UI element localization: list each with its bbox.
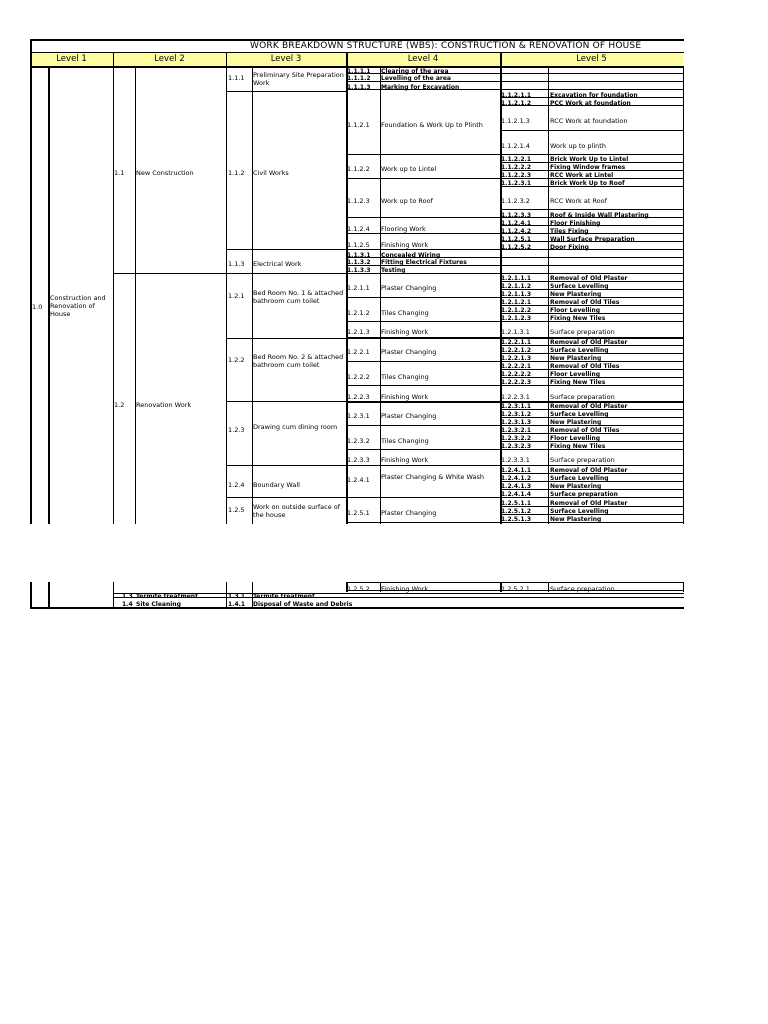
level5-label: Door Fixing	[550, 244, 589, 251]
grid-hline	[30, 39, 684, 41]
level4-label: Foundation & Work Up to Plinth	[381, 121, 483, 129]
level3-code: 1.2.1	[228, 292, 245, 300]
level5-code: 1.2.5.2.1	[501, 585, 530, 593]
level5-code: 1.1.2.5.2	[501, 244, 531, 251]
level5-code: 1.2.1.3.1	[501, 328, 530, 336]
level4-label: Plaster Changing & White Wash	[381, 473, 484, 481]
level5-code: 1.2.1.2.1	[501, 299, 531, 306]
level5-label: RCC Work at Roof	[550, 197, 607, 205]
level4-code: 1.2.3.2	[347, 437, 370, 445]
level3-label: Work on outside surface of the house	[253, 503, 341, 519]
level5-code: 1.2.3.1.1	[501, 403, 531, 410]
level3-label: Drawing cum dining room	[253, 423, 338, 431]
level5-code: 1.2.1.1.3	[501, 291, 531, 298]
level4-label: Testing	[381, 267, 406, 274]
level3-label: Preliminary Site Preparation Work	[253, 71, 344, 87]
level4-label: Tiles Changing	[381, 373, 429, 381]
level1-label: Construction and Renovation of House	[50, 294, 106, 318]
level3-label: Termite treatment	[253, 593, 315, 600]
level5-code: 1.2.3.2.1	[501, 427, 531, 434]
level3-code: 1.2.3	[228, 426, 245, 434]
level2-code: 1.1	[114, 169, 125, 177]
level4-label: Work up to Roof	[381, 197, 433, 205]
grid-vline	[548, 66, 549, 524]
level5-label: Roof & Inside Wall Plastering	[550, 212, 649, 219]
level4-code: 1.1.2.3	[347, 197, 370, 205]
level5-label: New Plastering	[550, 419, 602, 426]
level4-code: 1.1.1.3	[347, 84, 371, 91]
level4-label: Tiles Changing	[381, 309, 429, 317]
grid-hline	[113, 593, 684, 594]
level5-code: 1.2.2.1.3	[501, 355, 531, 362]
grid-hline	[500, 209, 684, 210]
level1-code: 1.0	[32, 303, 43, 311]
level2-code: 1.3	[122, 593, 133, 600]
level4-code: 1.2.1.1	[347, 284, 370, 292]
grid-vline	[30, 582, 32, 609]
level5-label: Excavation for foundation	[550, 92, 638, 99]
level4-label: Finishing Work	[381, 456, 429, 464]
grid-vline	[135, 66, 136, 524]
level2-label: Site Cleaning	[136, 601, 181, 608]
level4-code: 1.2.4.1	[347, 476, 370, 484]
level5-label: Removal of Old Plaster	[550, 500, 628, 507]
level5-code: 1.2.3.1.3	[501, 419, 531, 426]
level5-code: 1.1.2.3.1	[501, 180, 531, 187]
level4-code: 1.2.2.3	[347, 393, 370, 401]
level5-label: Tiles Fixing	[550, 228, 589, 235]
level5-code: 1.2.4.1.4	[501, 491, 531, 498]
level5-code: 1.2.1.2.3	[501, 315, 531, 322]
grid-hline	[346, 582, 684, 583]
level5-label: Fixing New Tiles	[550, 443, 606, 450]
level5-code: 1.2.3.3.1	[501, 456, 530, 464]
level5-label: Surface Levelling	[550, 283, 609, 290]
level5-label: PCC Work at foundation	[550, 100, 631, 107]
level5-label: Fixing New Tiles	[550, 379, 606, 386]
level5-label: New Plastering	[550, 516, 602, 523]
level5-code: 1.1.2.2.2	[501, 164, 531, 171]
level5-label: Removal of Old Plaster	[550, 275, 628, 282]
level4-code: 1.1.2.5	[347, 241, 370, 249]
level2-code: 1.2	[114, 401, 125, 409]
level5-label: Removal of Old Plaster	[550, 467, 628, 474]
level4-code: 1.2.1.3	[347, 328, 370, 336]
level5-code: 1.2.2.2.3	[501, 379, 531, 386]
level4-code: 1.2.5.2	[347, 585, 370, 593]
level4-code: 1.1.3.1	[347, 252, 371, 259]
level5-code: 1.2.2.1.2	[501, 347, 531, 354]
level5-label: Surface Levelling	[550, 347, 609, 354]
level5-code: 1.1.2.1.1	[501, 92, 531, 99]
level5-label: Floor Finishing	[550, 220, 601, 227]
grid-hline	[226, 91, 346, 92]
level5-code: 1.2.2.2.2	[501, 371, 531, 378]
level5-label: Surface Levelling	[550, 508, 609, 515]
level5-code: 1.1.2.4.2	[501, 228, 531, 235]
level4-label: Finishing Work	[381, 393, 429, 401]
level5-label: Surface preparation	[550, 393, 615, 401]
level5-code: 1.2.2.3.1	[501, 393, 530, 401]
level5-code: 1.2.3.2.3	[501, 443, 531, 450]
level3-label: Disposal of Waste and Debris	[253, 601, 353, 608]
level5-code: 1.2.1.1.1	[501, 275, 531, 282]
level3-label: Boundary Wall	[253, 481, 300, 489]
level5-label: Floor Levelling	[550, 435, 601, 442]
level4-label: Clearing of the area	[381, 68, 449, 75]
level4-label: Finishing Work	[381, 328, 429, 336]
level4-code: 1.2.2.2	[347, 373, 370, 381]
level5-label: RCC Work at Lintel	[550, 172, 614, 179]
header-level-4: Level 4	[407, 54, 439, 64]
level5-code: 1.1.2.2.1	[501, 156, 531, 163]
level3-code: 1.2.2	[228, 356, 245, 364]
level3-label: Bed Room No. 2 & attached bathroom cum toilet	[253, 353, 344, 369]
header-level-3: Level 3	[270, 54, 302, 64]
level2-code: 1.4	[122, 601, 133, 608]
level5-label: Surface Levelling	[550, 475, 609, 482]
grid-vline	[226, 582, 227, 609]
level4-label: Levelling of the area	[381, 75, 451, 82]
grid-vline	[113, 582, 114, 609]
level3-label: Bed Room No. 1 & attached bathroom cum toilet	[253, 289, 344, 305]
level4-label: Plaster Changing	[381, 509, 437, 517]
grid-hline	[30, 52, 684, 53]
grid-hline	[226, 249, 684, 250]
level4-code: 1.2.3.3	[347, 456, 370, 464]
level3-code: 1.4.1	[228, 601, 246, 608]
level4-code: 1.2.2.1	[347, 348, 370, 356]
level4-label: Marking for Excavation	[381, 84, 460, 91]
level4-label: Fitting Electrical Fixtures	[381, 259, 467, 266]
grid-vline	[30, 39, 32, 524]
level5-code: 1.2.2.2.1	[501, 363, 531, 370]
level5-label: Brick Work Up to Roof	[550, 180, 625, 187]
level4-code: 1.1.1.2	[347, 75, 371, 82]
grid-hline	[226, 465, 684, 466]
level4-label: Plaster Changing	[381, 348, 437, 356]
grid-vline	[48, 582, 50, 609]
level5-label: Surface preparation	[550, 491, 618, 498]
level5-code: 1.1.2.1.4	[501, 142, 530, 150]
level5-label: New Plastering	[550, 355, 602, 362]
level5-label: New Plastering	[550, 483, 602, 490]
level4-label: Plaster Changing	[381, 284, 437, 292]
grid-hline	[113, 597, 684, 598]
level4-code: 1.1.2.2	[347, 165, 370, 173]
level5-label: Removal of Old Tiles	[550, 363, 620, 370]
level5-label: Brick Work Up to Lintel	[550, 156, 629, 163]
level2-label: New Construction	[136, 169, 194, 177]
level5-label: Work up to plinth	[550, 142, 606, 150]
level2-label: Renovation Work	[136, 401, 192, 409]
level5-code: 1.1.2.1.3	[501, 117, 530, 125]
header-level-1: Level 1	[56, 54, 87, 64]
level4-label: Finishing Work	[381, 585, 429, 593]
grid-hline	[226, 401, 684, 402]
level4-code: 1.1.2.4	[347, 225, 370, 233]
level5-label: Removal of Old Plaster	[550, 403, 628, 410]
grid-vline	[113, 52, 114, 524]
grid-vline	[226, 52, 227, 524]
level5-code: 1.2.1.2.2	[501, 307, 531, 314]
level4-code: 1.2.5.1	[347, 509, 370, 517]
level5-label: Removal of Old Tiles	[550, 299, 620, 306]
level5-code: 1.2.5.1.1	[501, 500, 531, 507]
level5-label: Wall Surface Preparation	[550, 236, 635, 243]
level5-code: 1.2.2.1.1	[501, 339, 531, 346]
level3-code: 1.2.5	[228, 506, 245, 514]
level5-code: 1.2.4.1.1	[501, 467, 531, 474]
level3-code: 1.1.3	[228, 260, 245, 268]
level4-code: 1.1.3.3	[347, 267, 371, 274]
level3-code: 1.1.1	[228, 74, 245, 82]
level4-code: 1.2.1.2	[347, 309, 370, 317]
level4-code: 1.2.3.1	[347, 412, 370, 420]
level4-code: 1.1.1.1	[347, 68, 371, 75]
level5-label: Floor Levelling	[550, 371, 601, 378]
level5-code: 1.1.2.1.2	[501, 100, 531, 107]
level5-label: Surface preparation	[550, 328, 615, 336]
level5-code: 1.1.2.3.3	[501, 212, 531, 219]
level4-label: Plaster Changing	[381, 412, 437, 420]
level5-code: 1.1.2.5.1	[501, 236, 531, 243]
level5-label: New Plastering	[550, 291, 602, 298]
level5-label: Removal of Old Plaster	[550, 339, 628, 346]
level5-code: 1.2.5.1.3	[501, 516, 531, 523]
grid-hline	[346, 154, 684, 155]
level5-label: Fixing Window frames	[550, 164, 626, 171]
level4-label: Concealed Wiring	[381, 252, 441, 259]
level4-code: 1.1.3.2	[347, 259, 371, 266]
level5-code: 1.2.3.1.2	[501, 411, 531, 418]
grid-vline	[48, 66, 50, 524]
level2-label: Termite treatment	[136, 593, 198, 600]
level5-code: 1.1.2.4.1	[501, 220, 531, 227]
level5-label: Removal of Old Tiles	[550, 427, 620, 434]
level5-code: 1.1.2.3.2	[501, 197, 530, 205]
level5-code: 1.2.5.1.2	[501, 508, 531, 515]
level3-label: Civil Works	[253, 169, 289, 177]
level3-code: 1.1.2	[228, 169, 245, 177]
level5-code: 1.2.4.1.3	[501, 483, 531, 490]
level5-label: RCC Work at foundation	[550, 117, 628, 125]
level5-label: Surface Levelling	[550, 411, 609, 418]
level3-label: Electrical Work	[253, 260, 302, 268]
level3-code: 1.3.1	[228, 593, 246, 600]
level4-label: Tiles Changing	[381, 437, 429, 445]
grid-vline	[683, 66, 684, 524]
level5-label: Fixing New Tiles	[550, 315, 606, 322]
level4-code: 1.1.2.1	[347, 121, 370, 129]
level5-code: 1.2.3.2.2	[501, 435, 531, 442]
level4-label: Finishing Work	[381, 241, 429, 249]
level5-label: Floor Levelling	[550, 307, 601, 314]
level5-code: 1.2.1.1.2	[501, 283, 531, 290]
level5-code: 1.2.4.1.2	[501, 475, 531, 482]
level5-code: 1.1.2.2.3	[501, 172, 531, 179]
sheet-title: WORK BREAKDOWN STRUCTURE (WBS): CONSTRUCTION & RENOVATION OF HOUSE	[250, 41, 642, 51]
grid-hline	[500, 130, 684, 131]
level4-label: Work up to Lintel	[381, 165, 437, 173]
level4-label: Flooring Work	[381, 225, 426, 233]
level3-code: 1.2.4	[228, 481, 245, 489]
header-level-2: Level 2	[154, 54, 185, 64]
level5-label: Surface preparation	[550, 456, 615, 464]
level5-label: Surface preparation	[550, 585, 615, 593]
header-level-5: Level 5	[576, 54, 607, 64]
